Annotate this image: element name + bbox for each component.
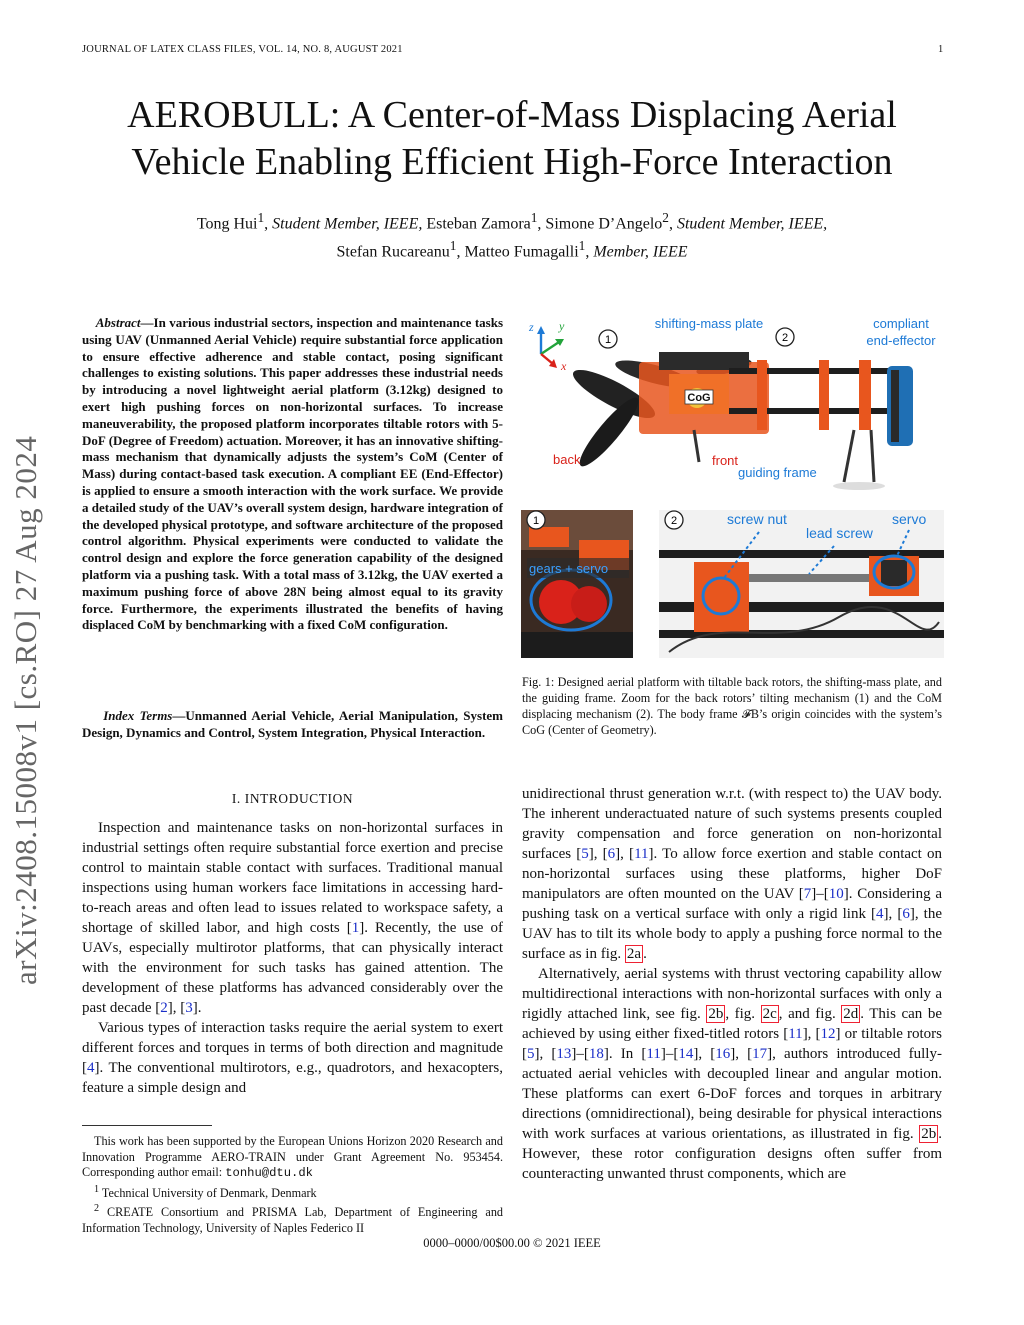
author-email[interactable]: tonhu@dtu.dk xyxy=(225,1166,313,1180)
citation-link[interactable]: 11 xyxy=(634,846,649,862)
citation-link[interactable]: 2 xyxy=(160,1000,168,1016)
lead-screw-label: lead screw xyxy=(806,525,873,541)
servo-label: servo xyxy=(892,511,927,527)
title-line-2: Vehicle Enabling Efficient High-Force Interaction xyxy=(131,141,893,183)
figure-link[interactable]: 2d xyxy=(843,1006,859,1022)
abstract-text: —In various industrial sectors, inspection and maintenance tasks using UAV (Unmanned Aerial Vehicle) require substantial force application to ensure effective adherence and stable contact, posing significant challenges to existing solutions. This paper addresses these industrial needs by introducing a novel lightweight aerial platform (3.12kg) designed to exert high pushing forces on non-horizontal surfaces. To increase maneuverability, the proposed platform incorporates tiltable rotors with 5-DoF (Degree of Freedom) actuation. Moreover, it has an innovative shifting-mass mechanism that dynamically adjusts the system’s CoM (Center of Mass) during contact-based task execution. A compliant EE (End-Effector) is applied to ensure a smooth interaction with the work surface. We provide a detailed study of the UAV’s overall system design, hardware integration of the developed physical prototype, and software architecture of the proposed control algorithm. Physical experiments were conducted to validate the control design and explore the force generation capability of the designed platform via a pushing task. With a total mass of 3.12kg, the UAV exerted a maximum pushing force of above 28N being almost equal to its gravity force. Furthermore, the experiments illustrated the benefits of having displaced CoM by benchmarking with a fixed CoM configuration. xyxy=(82,315,503,633)
section-heading: I. INTRODUCTION xyxy=(231,791,354,806)
citation-link[interactable]: 4 xyxy=(876,906,884,922)
compliant-label: compliant xyxy=(873,316,929,331)
gears-servo-label: gears + servo xyxy=(529,561,609,576)
citation-link[interactable]: 4 xyxy=(87,1060,95,1076)
front-label: front xyxy=(712,453,739,468)
figure-link[interactable]: 2a xyxy=(626,946,642,962)
running-header xyxy=(82,44,403,55)
drone-photo xyxy=(528,316,936,490)
index-terms-text: —Unmanned Aerial Vehicle, Aerial Manipulation, System Design, Dynamics and Control, System Integration, Physical Interaction. xyxy=(82,708,504,740)
affiliation-2: $^2$ CREATE Consortium and PRISMA Lab, Department of Engineering and Information Technology, University of Naples Federico II xyxy=(82,1203,504,1235)
author-name: Matteo Fumagalli xyxy=(464,243,579,261)
citation-link[interactable]: 6 xyxy=(902,906,910,922)
abstract-label: Abstract xyxy=(95,315,141,330)
abstract xyxy=(82,315,503,634)
axis-y-label: y xyxy=(559,319,565,333)
citation-link[interactable]: 1 xyxy=(351,920,360,936)
title-line-1: AEROBULL: A Center-of-Mass Displacing Aerial xyxy=(127,94,897,136)
footnote-rule xyxy=(82,1125,212,1126)
paragraph: Alternatively, aerial systems with thrust vectoring capability allow multidirectional interactions with non-horizontal surfaces with only a rigidly attached link, see fig. 2b , fig. 2c , and fig. 2d . This can be achieved by using either fixed-titled rotors [11], [12] or tiltable rotors [5], [13]–[18]. In [11]–[14], [16], [17], authors introduced fully-actuated aerial vehicles with decoupled linear and angular motion. These platforms can exert 6-DoF forces and torques in arbitrary directions (omnidirectional), being desirable for physical interactions with work surfaces at various orientations, as illustrated in fig. 2b . However, these rotor configuration designs often suffer from counteracting unwanted thrust components, which are xyxy=(522,966,943,1182)
index-terms-label: Index Terms xyxy=(103,708,173,723)
paper-title xyxy=(60,92,964,186)
citation-link[interactable]: 5 xyxy=(527,1046,535,1062)
author-name: Esteban Zamora xyxy=(426,215,531,233)
figure-1 xyxy=(519,312,944,658)
screw-nut-label: screw nut xyxy=(727,511,787,527)
axis-x-label: x xyxy=(561,359,567,373)
author-name: Stefan Rucareanu xyxy=(336,243,450,261)
author-membership: Student Member, IEEE, xyxy=(676,215,828,233)
paragraph: unidirectional thrust generation w.r.t. (with respect to) the UAV body. The inherent underactuated nature of such systems presents coupled gravity compensation and force generation on non-horizontal surfaces [5], [6], [11]. To allow force exertion and stable contact on non-horizontal surfaces using these platforms, higher DoF manipulators are often mounted on the UAV [7]–[10]. Considering a pushing task on a vertical surface with only a rigid link [4], [6], the UAV has to tilt its whole body to apply a pushing force normal to the surface as in fig. 2a . xyxy=(522,786,943,962)
citation-link[interactable]: 16 xyxy=(715,1046,731,1062)
intro-left-column xyxy=(82,818,503,1098)
guiding-frame-label: guiding frame xyxy=(738,465,817,480)
footnotes xyxy=(82,1134,503,1236)
zoom-marker-2: 2 xyxy=(670,515,678,527)
axis-z-label: z xyxy=(529,320,534,334)
cog-label: CoG xyxy=(687,392,711,404)
funding-note: This work has been supported by the European Unions Horizon 2020 Research and Innovation Programme AERO-TRAIN under Grant Agreement No. 953454. Corresponding author email: tonhu@dtu.dk xyxy=(82,1134,503,1180)
citation-link[interactable]: 18 xyxy=(588,1046,604,1062)
shifting-mass-label: shifting-mass plate xyxy=(654,316,764,331)
paragraph: Inspection and maintenance tasks on non-horizontal surfaces in industrial settings often require substantial force exertion and precise control to maintain stable contact with surfaces. Traditional manual inspections using human workers face limitations in accessing hard-to-reach areas and often lead to issues related to workspace safety, a shortage of skilled labor, and high costs [1]. Recently, the use of UAVs, especially multirotor platforms, that can physically interact with the environment for such tasks has gained attention. The development of these platforms has advanced considerably over the past decade [2], [3]. xyxy=(82,820,503,1016)
author-line-1: Tong Hui$^1$, Student Member, IEEE, Esteban Zamora$^1$, Simone D’Angelo$^2$, Student Member, IEEE, xyxy=(196,210,828,233)
citation-link[interactable]: 17 xyxy=(752,1046,768,1062)
paragraph: Various types of interaction tasks require the aerial system to exert different forces and torques in terms of both direction and magnitude [4]. The conventional multirotors, e.g., quadrotors, and hexacopters, feature a simple design and xyxy=(82,1020,503,1096)
citation-link[interactable]: 6 xyxy=(607,846,616,862)
zoom-photo-2 xyxy=(659,510,944,658)
author-line-2: Stefan Rucareanu$^1$, Matteo Fumagalli$^1$, Member, IEEE xyxy=(336,238,688,261)
figure-link[interactable]: 2b xyxy=(921,1126,937,1142)
page-number: 1 xyxy=(938,44,944,55)
author-name: Simone D’Angelo xyxy=(545,215,663,233)
arxiv-stamp: arXiv:2408.15008v1 [cs.RO] 27 Aug 2024 xyxy=(8,435,43,985)
running-header-text: JOURNAL OF LATEX CLASS FILES, VOL. 14, NO. 8, AUGUST 2021 xyxy=(82,44,403,55)
citation-link[interactable]: 10 xyxy=(828,886,844,902)
citation-link[interactable]: 14 xyxy=(678,1046,694,1062)
figure-caption: Fig. 1: Designed aerial platform with tiltable back rotors, the shifting-mass plate, and the guiding frame. Zoom for the back rotors’ tilting mechanism (1) and the CoM displacing mechanism (2). The body frame 𝓕B’s origin coincides with the system’s CoG (Center of Geometry). xyxy=(522,675,942,737)
author-membership: Member, IEEE xyxy=(593,243,688,261)
intro-right-column xyxy=(522,784,942,1184)
author-membership: Student Member, IEEE, xyxy=(272,215,423,233)
author-name: Tong Hui xyxy=(196,215,258,233)
author-list xyxy=(60,207,964,264)
citation-link[interactable]: 13 xyxy=(556,1046,572,1062)
marker-1: 1 xyxy=(604,334,612,346)
end-effector-label: end-effector xyxy=(866,333,936,348)
back-label: back xyxy=(553,452,581,467)
marker-2: 2 xyxy=(781,332,789,344)
citation-link[interactable]: 7 xyxy=(803,886,812,902)
copyright-footer: 0000–0000/00$00.00 © 2021 IEEE xyxy=(423,1236,601,1250)
zoom-marker-1: 1 xyxy=(532,515,540,527)
zoom-photo-1 xyxy=(521,510,633,658)
citation-link[interactable]: 11 xyxy=(646,1046,661,1062)
citation-link[interactable]: 3 xyxy=(185,1000,193,1016)
figure-link[interactable]: 2b xyxy=(708,1006,724,1022)
index-terms xyxy=(82,708,503,742)
affiliation-1: $^1$ Technical University of Denmark, Denmark xyxy=(94,1183,317,1200)
citation-link[interactable]: 12 xyxy=(820,1026,836,1042)
citation-link[interactable]: 11 xyxy=(788,1026,803,1042)
citation-link[interactable]: 5 xyxy=(581,846,589,862)
figure-link[interactable]: 2c xyxy=(762,1006,777,1022)
